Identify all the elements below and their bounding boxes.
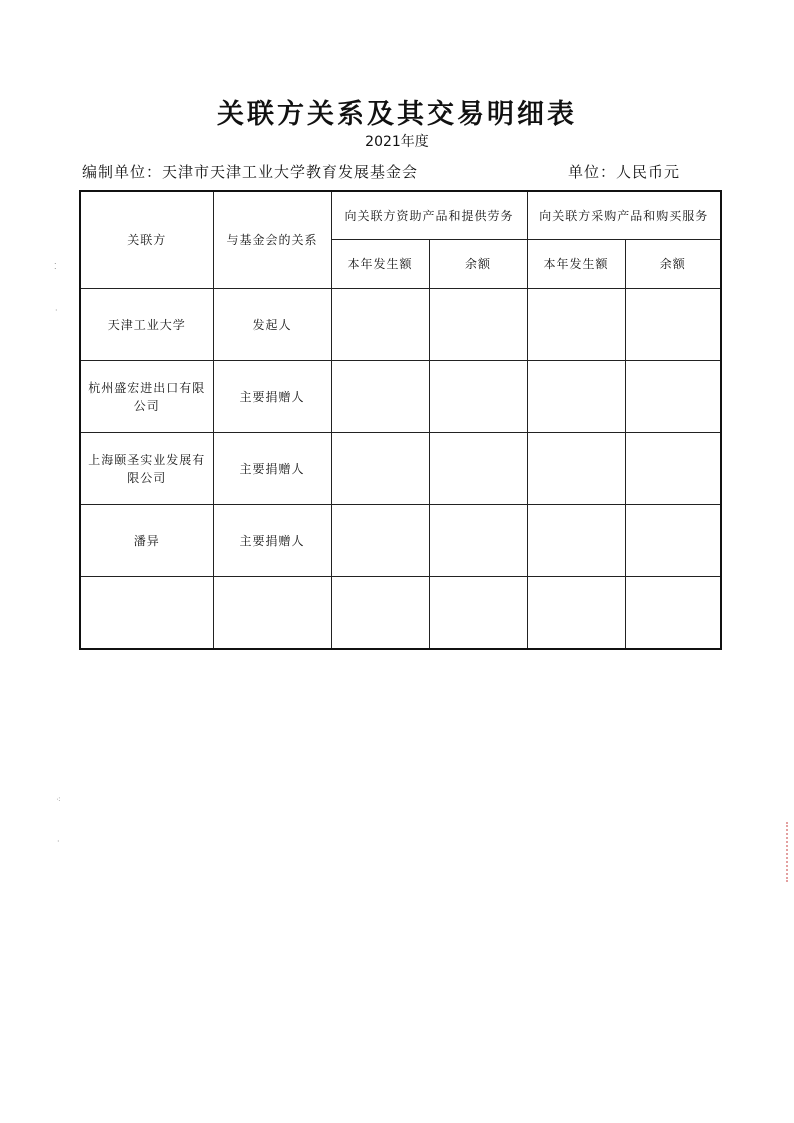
relationship-cell: 发起人	[213, 289, 331, 361]
amount-cell	[331, 289, 429, 361]
balance-cell	[625, 433, 721, 505]
balance-cell	[625, 505, 721, 577]
relationship-cell: 主要捐赠人	[213, 361, 331, 433]
header-balance-provide: 余额	[429, 240, 527, 289]
header-group-provide: 向关联方资助产品和提供劳务	[331, 191, 527, 240]
amount-cell	[331, 361, 429, 433]
table-row	[80, 505, 721, 577]
currency-unit: 单位：人民币元	[568, 163, 681, 181]
relationship-cell: 主要捐赠人	[213, 433, 331, 505]
amount-cell	[527, 433, 625, 505]
header-related-party: 关联方	[80, 191, 213, 289]
table-row	[80, 433, 721, 505]
party-name: 上海颐圣实业发展有限公司	[80, 433, 213, 505]
balance-cell	[429, 433, 527, 505]
document-title: 关联方关系及其交易明细表	[217, 99, 577, 130]
related-party-table	[79, 190, 722, 650]
table-row	[80, 577, 721, 650]
balance-cell	[625, 289, 721, 361]
header-balance-purchase: 余额	[625, 240, 721, 289]
header-current-amount-provide: 本年发生额	[331, 240, 429, 289]
balance-cell	[429, 505, 527, 577]
header-row	[80, 191, 721, 240]
report-year: 2021年度	[365, 134, 429, 150]
scan-speck: ·	[55, 306, 58, 315]
relationship-cell: 主要捐赠人	[213, 505, 331, 577]
party-name: 潘异	[80, 505, 213, 577]
header-group-purchase: 向关联方采购产品和购买服务	[527, 191, 721, 240]
amount-cell	[527, 505, 625, 577]
amount-cell	[527, 289, 625, 361]
party-name: 杭州盛宏进出口有限公司	[80, 361, 213, 433]
seal-edge-mark	[786, 822, 793, 882]
balance-cell	[625, 361, 721, 433]
table-row	[80, 361, 721, 433]
scan-speck: ·	[57, 837, 60, 846]
amount-cell	[331, 577, 429, 650]
scan-speck: ⁚	[54, 262, 57, 271]
balance-cell	[429, 577, 527, 650]
party-name: 天津工业大学	[80, 289, 213, 361]
scan-speck: ⁖	[56, 795, 61, 804]
amount-cell	[527, 577, 625, 650]
header-current-amount-purchase: 本年发生额	[527, 240, 625, 289]
amount-cell	[331, 505, 429, 577]
relationship-cell	[213, 577, 331, 650]
table-row	[80, 289, 721, 361]
compiling-unit: 编制单位：天津市天津工业大学教育发展基金会	[82, 163, 419, 181]
balance-cell	[625, 577, 721, 650]
party-name	[80, 577, 213, 650]
amount-cell	[331, 433, 429, 505]
amount-cell	[527, 361, 625, 433]
balance-cell	[429, 361, 527, 433]
header-relationship: 与基金会的关系	[213, 191, 331, 289]
balance-cell	[429, 289, 527, 361]
